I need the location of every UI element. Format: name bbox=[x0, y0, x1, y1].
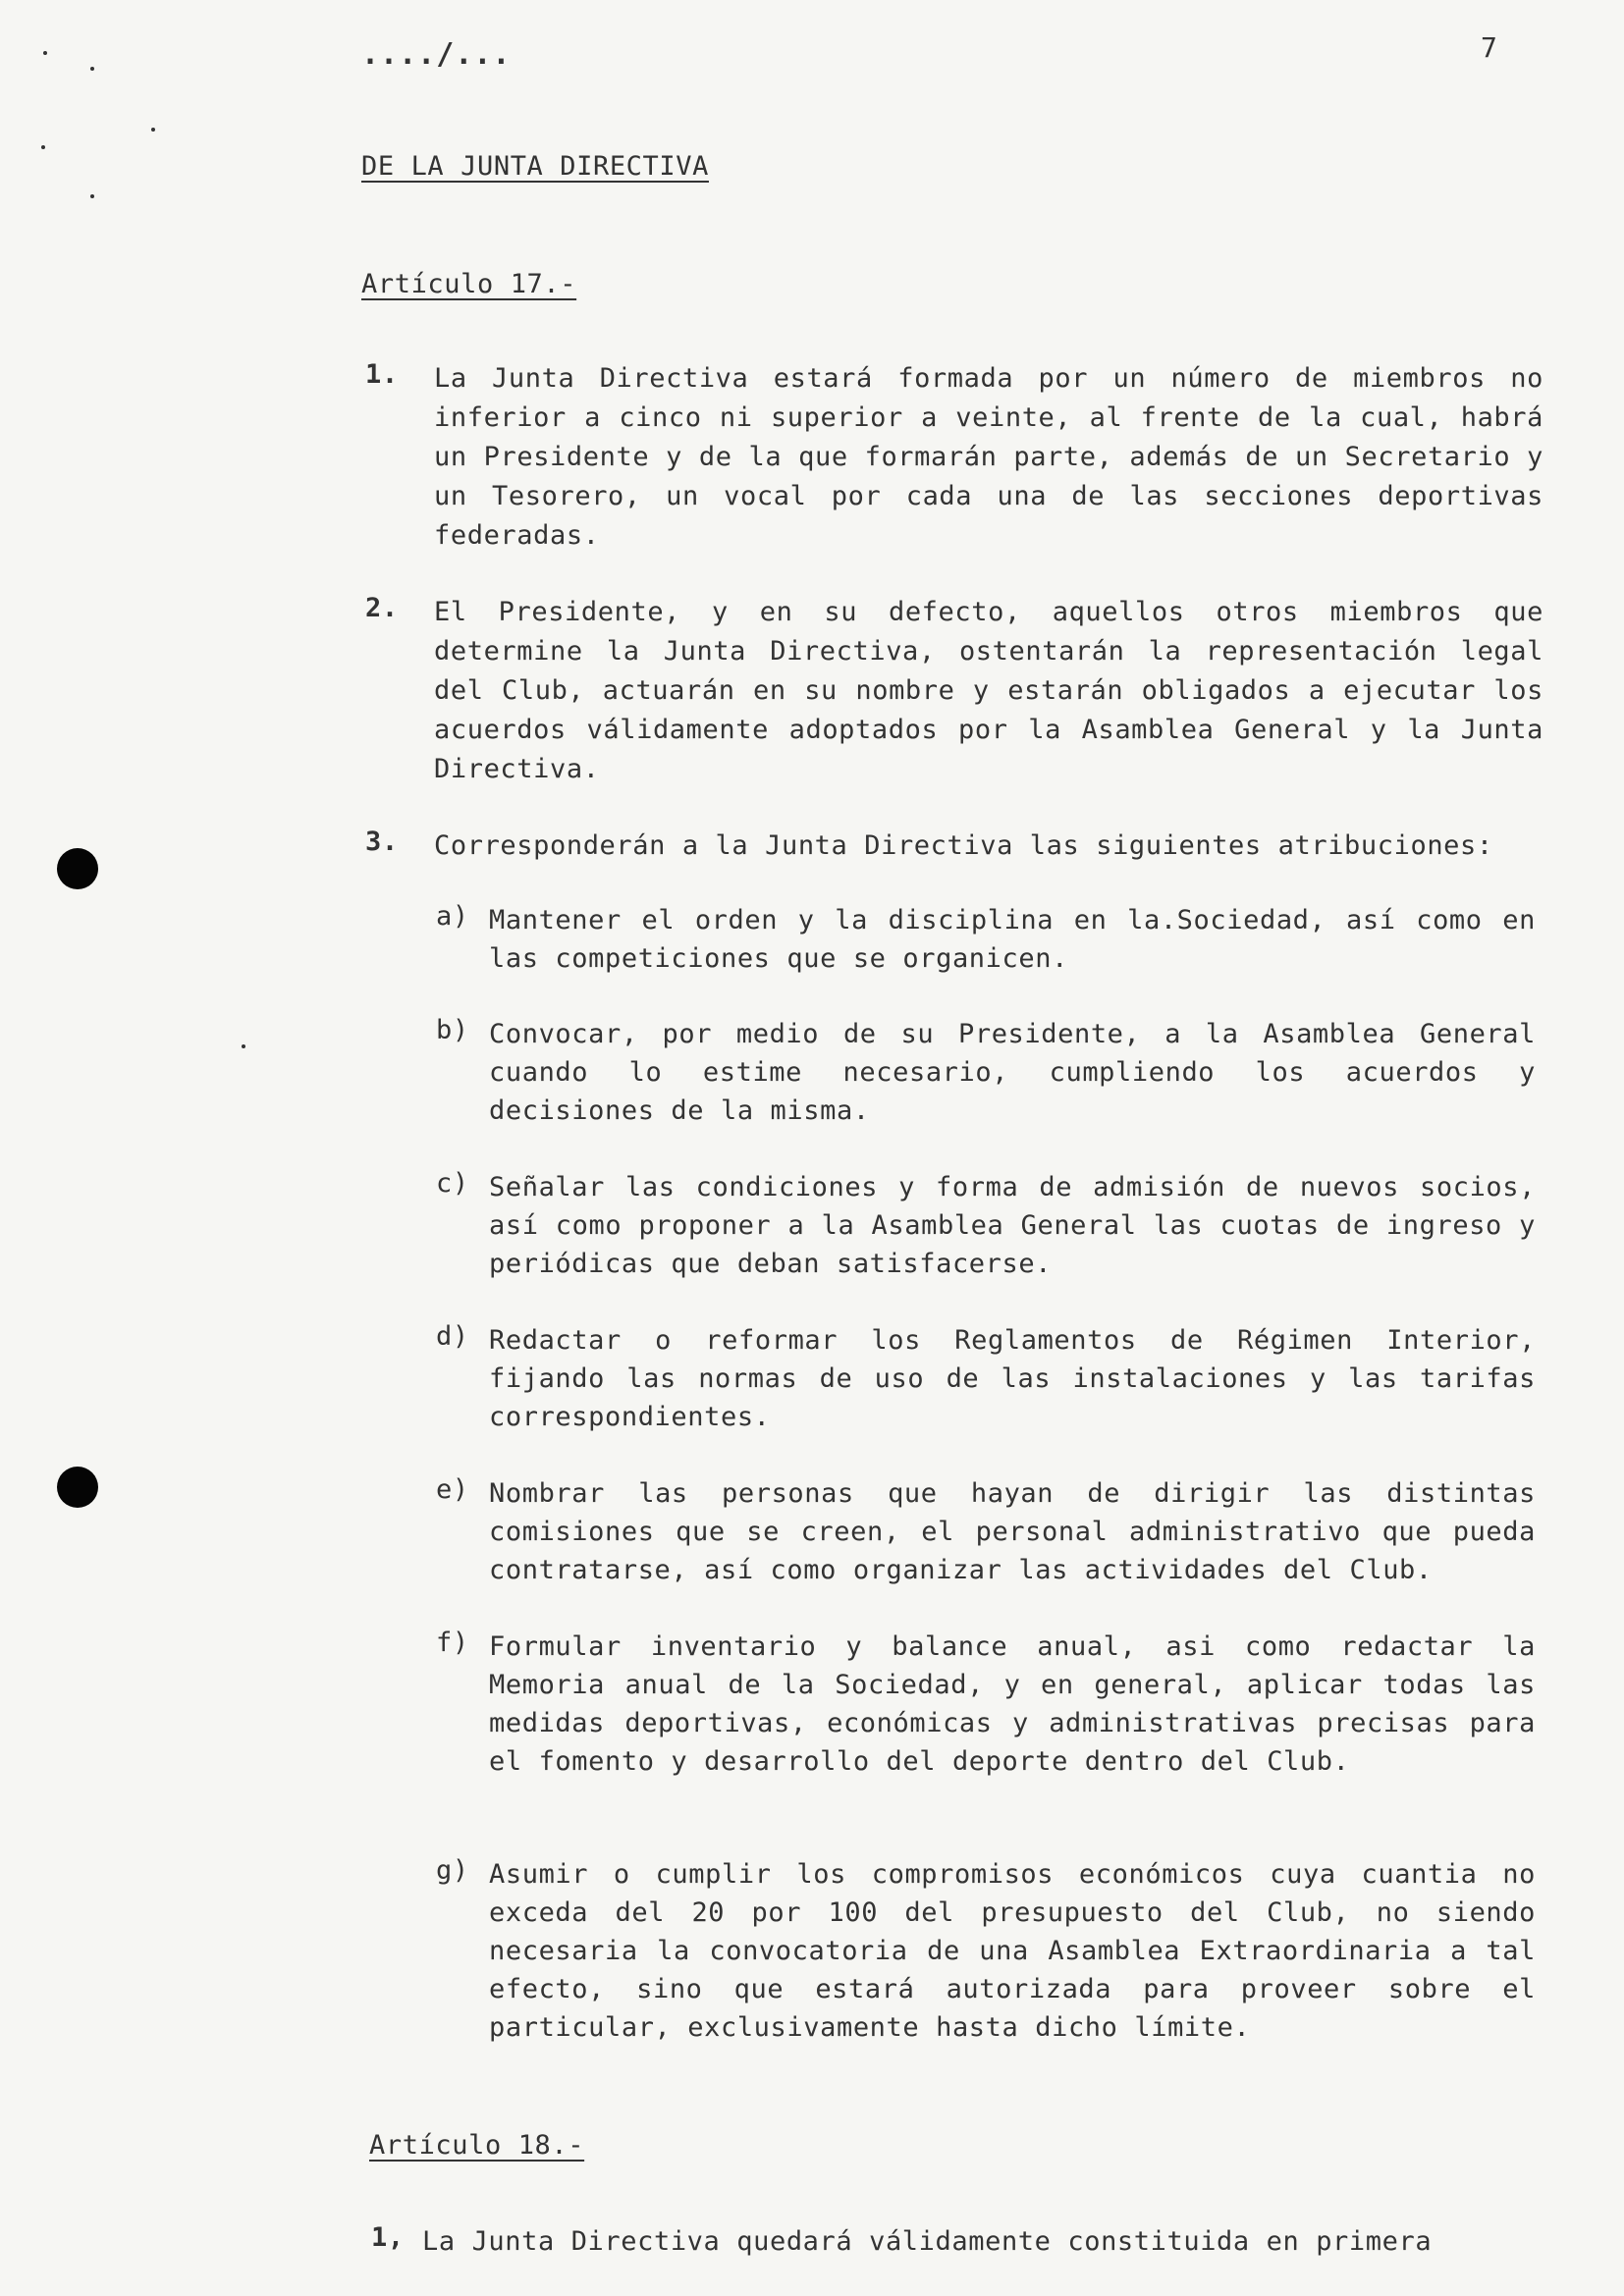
subitem-letter: d) bbox=[436, 1321, 469, 1352]
subitem-f bbox=[436, 1628, 1536, 1781]
article-17-item-1 bbox=[365, 359, 1543, 556]
item-text: La Junta Directiva quedará válidamente constituida en primera bbox=[422, 2226, 1433, 2257]
item-number: 3. bbox=[365, 827, 399, 857]
subitem-e bbox=[436, 1474, 1536, 1589]
subitem-text: Redactar o reformar los Reglamentos de Régimen Interior, fijando las normas de uso de las instalaciones y las tarifas correspondientes. bbox=[489, 1325, 1536, 1432]
subitem-letter: b) bbox=[436, 1015, 469, 1045]
subitem-letter: a) bbox=[436, 901, 469, 932]
subitem-a bbox=[436, 901, 1536, 978]
speck bbox=[41, 145, 45, 149]
item-number: 1. bbox=[365, 359, 399, 390]
article-18-heading: Artículo 18.- bbox=[369, 2130, 585, 2161]
item-text: Corresponderán a la Junta Directiva las siguientes atribuciones: bbox=[434, 830, 1493, 861]
punch-hole-bottom bbox=[57, 1467, 98, 1508]
subitem-text: Mantener el orden y la disciplina en la.Sociedad, así como en las competiciones que se organicen. bbox=[489, 905, 1536, 974]
item-text: El Presidente, y en su defecto, aquellos otros miembros que determine la Junta Directiva, ostentarán la representación legal del Club, actuarán en su nombre y estarán obligados a ejecutar los acuerdos válidamente adoptados por la Asamblea General y la Junta Directiva. bbox=[434, 597, 1543, 784]
subitem-b bbox=[436, 1015, 1536, 1130]
subitem-text: Convocar, por medio de su Presidente, a la Asamblea General cuando lo estime necesario, cumpliendo los acuerdos y decisiones de la misma. bbox=[489, 1019, 1536, 1126]
item-number: 2. bbox=[365, 593, 399, 623]
subitem-letter: f) bbox=[436, 1628, 469, 1658]
speck bbox=[43, 51, 47, 55]
article-17-heading: Artículo 17.- bbox=[361, 269, 577, 299]
speck bbox=[151, 128, 155, 132]
subitem-letter: e) bbox=[436, 1474, 469, 1505]
subitem-text: Señalar las condiciones y forma de admisión de nuevos socios, así como proponer a la Asamblea General las cuotas de ingreso y periódicas que deban satisfacerse. bbox=[489, 1172, 1536, 1279]
article-17-item-2 bbox=[365, 593, 1543, 789]
subitem-text: Asumir o cumplir los compromisos económicos cuya cuantia no exceda del 20 por 100 del presupuesto del Club, no siendo necesaria la convocatoria de una Asamblea Extraordinaria a tal efecto, sino que estará autorizada para proveer sobre el particular, exclusivamente hasta dicho límite. bbox=[489, 1859, 1536, 2043]
subitem-c bbox=[436, 1168, 1536, 1283]
item-text: La Junta Directiva estará formada por un número de miembros no inferior a cinco ni superior a veinte, al frente de la cual, habrá un Presidente y de la que formarán parte, además de un Secretario y un Tesorero, un vocal por cada una de las secciones deportivas federadas. bbox=[434, 363, 1543, 551]
subitem-g bbox=[436, 1855, 1536, 2047]
subitem-text: Nombrar las personas que hayan de dirigir las distintas comisiones que se creen, el personal administrativo que pueda contratarse, así como organizar las actividades del Club. bbox=[489, 1478, 1536, 1585]
speck bbox=[90, 194, 94, 198]
section-title: DE LA JUNTA DIRECTIVA bbox=[361, 151, 709, 182]
speck bbox=[242, 1044, 245, 1048]
subitem-d bbox=[436, 1321, 1536, 1436]
subitem-text: Formular inventario y balance anual, asi como redactar la Memoria anual de la Sociedad, y en general, aplicar todas las medidas deportivas, económicas y administrativas precisas para el fomento y desarrollo del deporte dentro del Club. bbox=[489, 1631, 1536, 1777]
item-number: 1, bbox=[371, 2222, 405, 2253]
subitem-letter: c) bbox=[436, 1168, 469, 1199]
subitem-letter: g) bbox=[436, 1855, 469, 1886]
page-number: 7 bbox=[1481, 31, 1498, 64]
speck bbox=[90, 67, 94, 71]
continuation-mark: ..../... bbox=[361, 37, 512, 72]
article-18-item-1 bbox=[371, 2222, 1549, 2262]
punch-hole-top bbox=[57, 848, 98, 889]
article-17-item-3 bbox=[365, 827, 1543, 866]
